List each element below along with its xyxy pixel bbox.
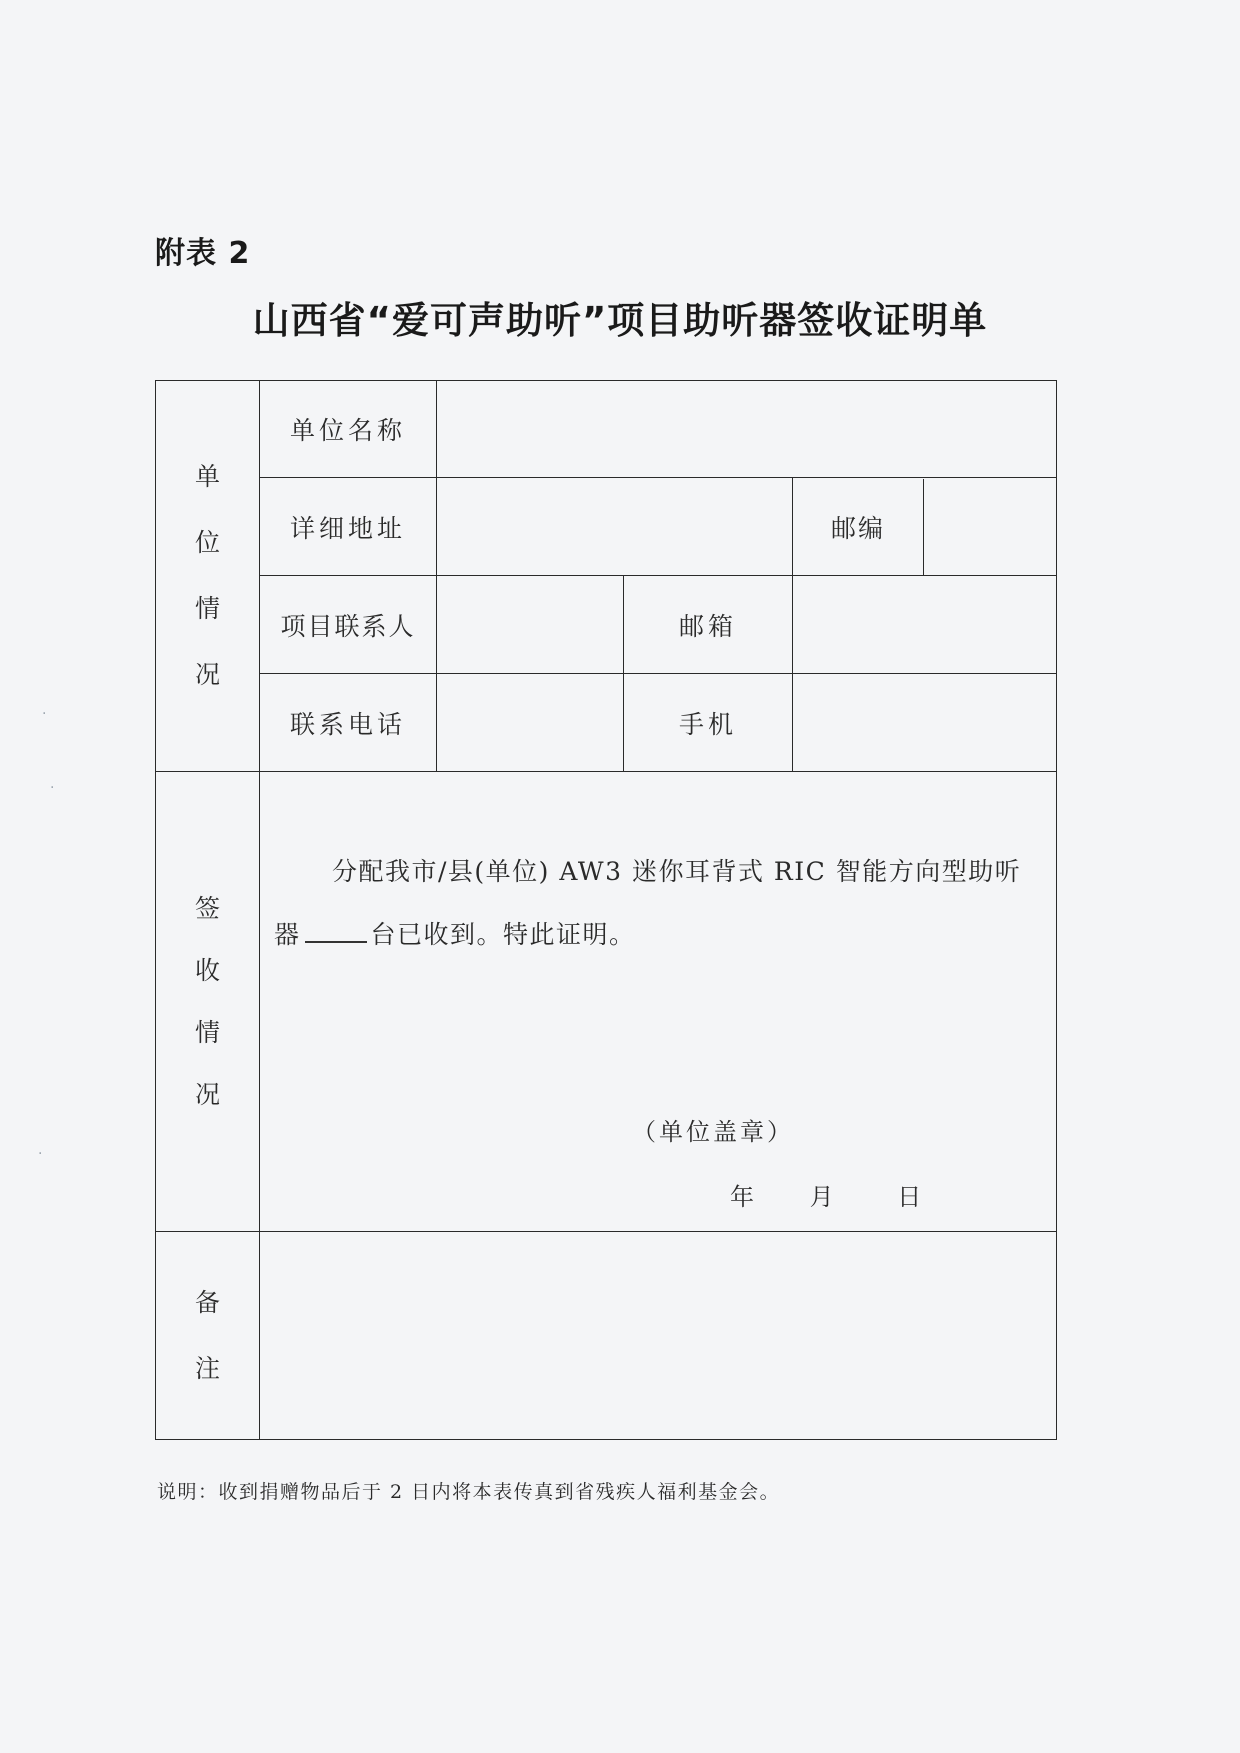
phone-field[interactable]	[437, 674, 624, 772]
receipt-section-header	[156, 772, 260, 1232]
contact-person-field[interactable]	[437, 576, 624, 674]
email-label: 邮箱	[624, 576, 793, 674]
quantity-blank[interactable]	[305, 941, 367, 943]
receipt-statement-line2	[274, 915, 636, 951]
date-month-label: 月	[809, 1183, 834, 1211]
date-line	[730, 1177, 921, 1212]
receipt-statement-suffix: 台已收到。特此证明。	[370, 920, 636, 949]
footnote: 说明：收到捐赠物品后于 2 日内将本表传真到省残疾人福利基金会。	[157, 1481, 781, 1503]
receipt-statement-cell	[260, 772, 1057, 1232]
appendix-label: 附表 2	[155, 236, 251, 271]
date-day-label: 日	[897, 1183, 922, 1211]
unit-section-header	[156, 381, 260, 772]
remarks-field[interactable]	[260, 1232, 1057, 1440]
scan-speck: ·	[38, 1146, 43, 1162]
contact-person-label: 项目联系人	[260, 576, 437, 674]
scan-speck: ·	[50, 780, 55, 796]
phone-label: 联系电话	[260, 674, 437, 772]
unit-section-label: 单位情况	[194, 462, 220, 689]
receipt-section-label: 签收情况	[194, 893, 220, 1109]
postcode-cell	[793, 478, 1057, 576]
receipt-statement-line1: 分配我市/县(单位) AW3 迷你耳背式 RIC 智能方向型助听	[332, 857, 1022, 886]
address-label: 详细地址	[260, 478, 437, 576]
scan-speck: ·	[42, 706, 47, 722]
unit-name-label: 单位名称	[260, 381, 437, 478]
address-field[interactable]	[437, 478, 793, 576]
postcode-field[interactable]	[924, 479, 1056, 575]
remarks-section-header	[156, 1232, 260, 1440]
mobile-field[interactable]	[793, 674, 1057, 772]
page-title: 山西省“爱可声助听”项目助听器签收证明单	[252, 299, 988, 342]
unit-stamp-label: （单位盖章）	[632, 1118, 794, 1146]
date-year-label: 年	[730, 1183, 754, 1211]
email-field[interactable]	[793, 576, 1057, 674]
remarks-section-label: 备注	[194, 1287, 220, 1383]
postcode-label: 邮编	[793, 479, 924, 575]
receipt-form-table	[155, 380, 1057, 1440]
mobile-label: 手机	[624, 674, 793, 772]
unit-name-field[interactable]	[437, 381, 1057, 478]
receipt-statement-prefix: 器	[274, 920, 301, 949]
